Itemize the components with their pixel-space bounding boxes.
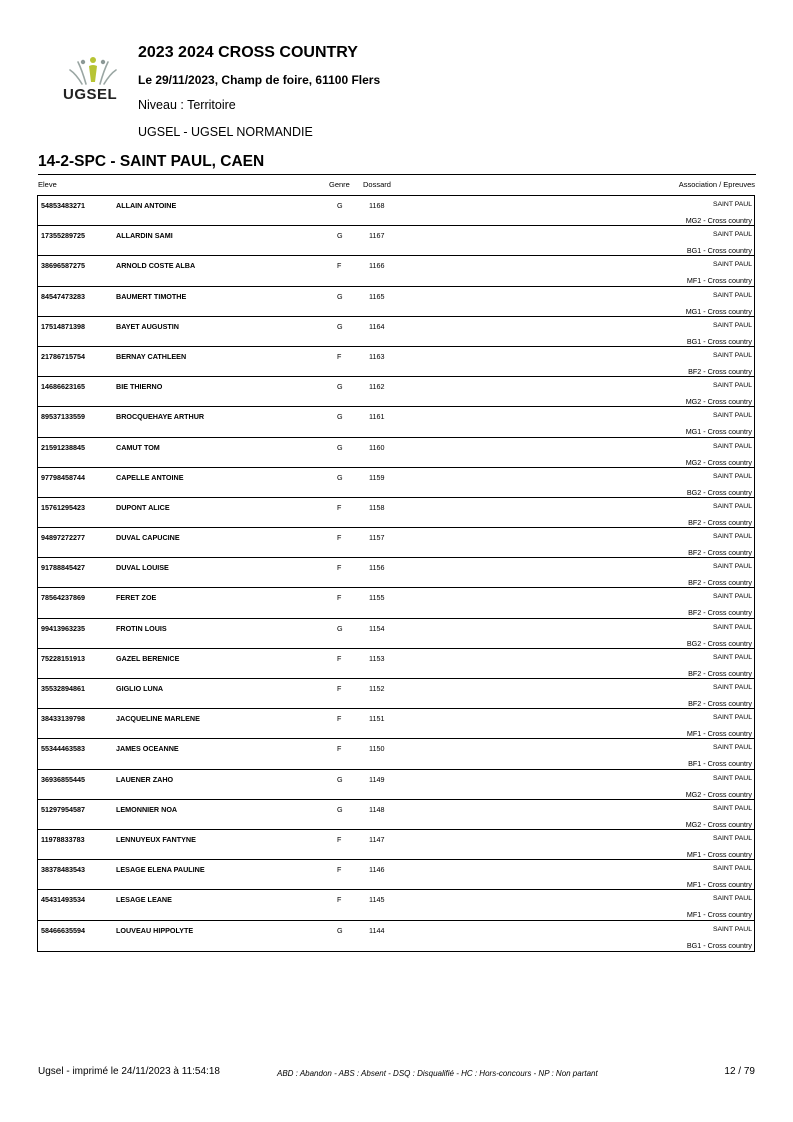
student-gender: G: [337, 623, 343, 633]
association-name: SAINT PAUL: [712, 201, 752, 208]
student-name: LAUENER ZAHO: [116, 774, 174, 784]
event-category: BF2 - Cross country: [688, 517, 752, 527]
table-row: [38, 256, 754, 286]
student-name: CAPELLE ANTOINE: [116, 472, 184, 482]
column-header-genre: Genre: [329, 180, 350, 189]
association-name: SAINT PAUL: [712, 804, 752, 812]
student-name: LESAGE LEANE: [116, 895, 172, 905]
student-name: FROTIN LOUIS: [116, 623, 167, 633]
association-name: SAINT PAUL: [712, 684, 752, 691]
table-row: [38, 800, 754, 830]
student-gender: G: [337, 804, 343, 814]
bib-number: 1156: [369, 563, 385, 573]
bib-number: 1161: [369, 412, 385, 422]
bib-number: 1159: [369, 472, 385, 482]
student-id: 15761295423: [41, 502, 85, 512]
event-category: MF1 - Cross country: [686, 910, 752, 920]
student-name: JAMES OCEANNE: [116, 744, 179, 754]
student-name: GAZEL BERENICE: [116, 653, 180, 663]
student-gender: F: [337, 834, 342, 844]
student-id: 89537133559: [41, 412, 85, 422]
student-gender: F: [337, 865, 342, 875]
bib-number: 1166: [369, 261, 385, 271]
event-category: BF1 - Cross country: [688, 759, 752, 769]
association-name: SAINT PAUL: [712, 382, 752, 390]
bib-number: 1165: [369, 291, 385, 301]
student-gender: F: [337, 714, 342, 724]
association-name: SAINT PAUL: [712, 261, 752, 269]
bib-number: 1167: [369, 231, 385, 241]
bib-number: 1149: [369, 774, 385, 784]
bib-number: 1154: [369, 623, 385, 633]
student-gender: F: [337, 351, 342, 361]
student-name: BAUMERT TIMOTHE: [116, 291, 187, 301]
bib-number: 1147: [369, 834, 385, 844]
column-header-association: Association / Epreuves: [678, 180, 755, 189]
association-name: SAINT PAUL: [712, 351, 752, 359]
student-gender: G: [337, 231, 343, 241]
student-gender: F: [337, 744, 342, 754]
column-header-eleve: Eleve: [38, 180, 57, 189]
student-gender: F: [337, 261, 342, 271]
student-id: 11978833783: [41, 834, 85, 844]
association-name: SAINT PAUL: [712, 231, 752, 239]
student-name: BAYET AUGUSTIN: [116, 321, 179, 331]
student-name: DUPONT ALICE: [116, 502, 170, 512]
student-id: 94897272277: [41, 533, 85, 543]
table-row: [38, 890, 754, 920]
student-id: 38696587275: [41, 261, 85, 271]
bib-number: 1155: [369, 593, 385, 603]
association-name: SAINT PAUL: [712, 925, 752, 933]
student-name: LESAGE ELENA PAULINE: [116, 865, 205, 875]
student-gender: G: [337, 291, 343, 301]
bib-number: 1162: [369, 382, 385, 392]
event-category: MG2 - Cross country: [685, 789, 752, 799]
association-name: SAINT PAUL: [712, 291, 752, 299]
table-row: [38, 317, 754, 347]
association-name: SAINT PAUL: [712, 774, 752, 782]
bib-number: 1153: [369, 653, 385, 663]
column-header-dossard: Dossard: [363, 180, 391, 189]
association-name: SAINT PAUL: [712, 895, 752, 903]
table-row: [38, 498, 754, 528]
association-name: SAINT PAUL: [712, 321, 752, 329]
student-id: 58466635594: [41, 925, 85, 935]
event-category: BF2 - Cross country: [688, 548, 752, 558]
table-row: [38, 921, 754, 951]
table-row: [38, 860, 754, 890]
table-row: [38, 407, 754, 437]
event-category: MG2 - Cross country: [685, 397, 752, 407]
bib-number: 1160: [369, 442, 385, 452]
event-category: BG1 - Cross country: [686, 940, 752, 950]
table-row: [38, 226, 754, 256]
association-name: SAINT PAUL: [712, 533, 752, 541]
student-id: 78564237869: [41, 593, 85, 603]
abbreviations-legend: ABD : Abandon - ABS : Absent - DSQ : Disqualifié - HC : Hors-concours - NP : Non partant: [277, 1069, 598, 1078]
table-row: [38, 588, 754, 618]
event-category: MG1 - Cross country: [685, 306, 752, 316]
student-name: BIE THIERNO: [116, 382, 163, 392]
student-id: 97798458744: [41, 472, 85, 482]
table-row: [38, 830, 754, 860]
student-id: 14686623165: [41, 382, 85, 392]
table-row: [38, 528, 754, 558]
student-gender: G: [337, 774, 343, 784]
student-name: LOUVEAU HIPPOLYTE: [116, 925, 194, 935]
student-id: 36936855445: [41, 774, 85, 784]
table-row: [38, 649, 754, 679]
student-id: 17514871398: [41, 321, 85, 331]
table-row: [38, 438, 754, 468]
student-id: 99413963235: [41, 623, 85, 633]
association-name: SAINT PAUL: [712, 472, 752, 480]
association-name: SAINT PAUL: [712, 442, 752, 450]
association-name: SAINT PAUL: [712, 834, 752, 842]
student-gender: F: [337, 533, 342, 543]
student-id: 54853483271: [41, 201, 85, 210]
student-gender: F: [337, 895, 342, 905]
school-heading: 14-2-SPC - SAINT PAUL, CAEN: [38, 153, 265, 170]
event-category: MF1 - Cross country: [686, 729, 752, 739]
table-row: [38, 347, 754, 377]
student-gender: G: [337, 925, 343, 935]
table-row: [38, 468, 754, 498]
student-gender: F: [337, 593, 342, 603]
student-id: 84547473283: [41, 291, 85, 301]
event-category: BF2 - Cross country: [688, 366, 752, 376]
bib-number: 1145: [369, 895, 385, 905]
event-category: BG2 - Cross country: [686, 638, 752, 648]
student-name: DUVAL CAPUCINE: [116, 533, 180, 543]
student-gender: G: [337, 472, 343, 482]
event-category: MG2 - Cross country: [685, 216, 752, 225]
event-title: 2023 2024 CROSS COUNTRY: [138, 44, 358, 61]
event-category: BF2 - Cross country: [688, 668, 752, 678]
student-gender: G: [337, 321, 343, 331]
event-category: BG1 - Cross country: [686, 246, 752, 256]
student-id: 38378483543: [41, 865, 85, 875]
bib-number: 1150: [369, 744, 385, 754]
event-category: MG2 - Cross country: [685, 457, 752, 467]
student-gender: F: [337, 684, 342, 693]
event-category: MF1 - Cross country: [686, 849, 752, 859]
student-name: JACQUELINE MARLENE: [116, 714, 200, 724]
event-level: Niveau : Territoire: [138, 98, 236, 112]
event-category: MG2 - Cross country: [685, 819, 752, 829]
student-name: ALLARDIN SAMI: [116, 231, 173, 241]
bib-number: 1158: [369, 502, 385, 512]
logo-text: UGSEL: [63, 86, 118, 103]
event-category: MG1 - Cross country: [685, 427, 752, 437]
bib-number: 1168: [369, 201, 385, 210]
association-name: SAINT PAUL: [712, 563, 752, 571]
student-gender: F: [337, 502, 342, 512]
event-category: BF2 - Cross country: [688, 578, 752, 588]
student-id: 91788845427: [41, 563, 85, 573]
student-id: 55344463583: [41, 744, 85, 754]
event-category: BG2 - Cross country: [686, 487, 752, 497]
student-id: 38433139798: [41, 714, 85, 724]
table-row: [38, 377, 754, 407]
table-row: [38, 287, 754, 317]
student-gender: F: [337, 653, 342, 663]
event-category: BG1 - Cross country: [686, 336, 752, 346]
student-name: BROCQUEHAYE ARTHUR: [116, 412, 205, 422]
association-name: SAINT PAUL: [712, 653, 752, 661]
print-timestamp: Ugsel - imprimé le 24/11/2023 à 11:54:18: [38, 1066, 220, 1077]
bib-number: 1148: [369, 804, 385, 814]
table-row: [38, 770, 754, 800]
student-gender: G: [337, 412, 343, 422]
student-name: CAMUT TOM: [116, 442, 160, 452]
association-name: SAINT PAUL: [712, 865, 752, 873]
bib-number: 1146: [369, 865, 385, 875]
student-id: 51297954587: [41, 804, 85, 814]
event-category: BF2 - Cross country: [688, 608, 752, 618]
student-gender: F: [337, 563, 342, 573]
student-name: LEMONNIER NOA: [116, 804, 178, 814]
table-row: [38, 196, 754, 226]
bib-number: 1151: [369, 714, 385, 724]
table-row: [38, 558, 754, 588]
event-category: BF2 - Cross country: [688, 699, 752, 708]
bib-number: 1157: [369, 533, 385, 543]
student-gender: G: [337, 201, 343, 210]
event-organizer: UGSEL - UGSEL NORMANDIE: [138, 125, 313, 139]
student-gender: G: [337, 382, 343, 392]
event-date-location: Le 29/11/2023, Champ de foire, 61100 Flers: [138, 73, 381, 87]
association-name: SAINT PAUL: [712, 593, 752, 601]
table-row: [38, 619, 754, 649]
student-id: 35532894861: [41, 684, 85, 693]
bib-number: 1163: [369, 351, 385, 361]
header-divider: [38, 174, 756, 175]
association-name: SAINT PAUL: [712, 714, 752, 722]
bib-number: 1144: [369, 925, 385, 935]
student-id: 75228151913: [41, 653, 85, 663]
student-id: 45431493534: [41, 895, 85, 905]
table-row: [38, 679, 754, 709]
bib-number: 1164: [369, 321, 385, 331]
student-name: FERET ZOE: [116, 593, 157, 603]
student-name: ARNOLD COSTE ALBA: [116, 261, 196, 271]
page-number: 12 / 79: [724, 1066, 755, 1077]
student-name: GIGLIO LUNA: [116, 684, 164, 693]
student-name: BERNAY CATHLEEN: [116, 351, 187, 361]
student-id: 21591238845: [41, 442, 85, 452]
association-name: SAINT PAUL: [712, 623, 752, 631]
student-id: 17355289725: [41, 231, 85, 241]
student-name: ALLAIN ANTOINE: [116, 201, 177, 210]
association-name: SAINT PAUL: [712, 502, 752, 510]
student-id: 21786715754: [41, 351, 85, 361]
participants-table: [37, 195, 755, 952]
event-category: MF1 - Cross country: [686, 276, 752, 286]
association-name: SAINT PAUL: [712, 744, 752, 752]
student-name: LENNUYEUX FANTYNE: [116, 834, 196, 844]
student-gender: G: [337, 442, 343, 452]
table-row: [38, 709, 754, 739]
bib-number: 1152: [369, 684, 385, 693]
table-row: [38, 739, 754, 769]
event-category: MF1 - Cross country: [686, 880, 752, 890]
association-name: SAINT PAUL: [712, 412, 752, 420]
student-name: DUVAL LOUISE: [116, 563, 169, 573]
